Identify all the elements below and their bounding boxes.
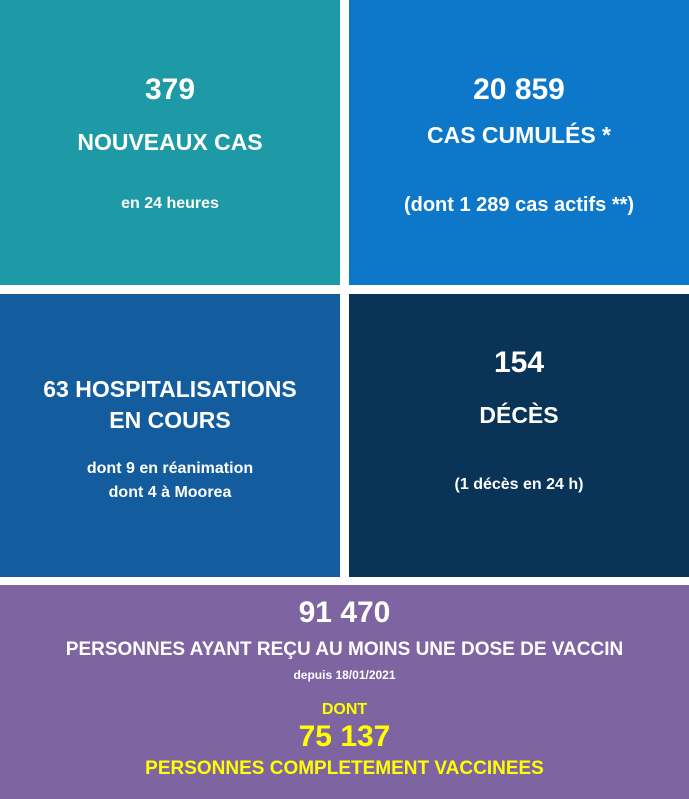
cumulative-cases-label: CAS CUMULÉS *	[426, 122, 611, 148]
fully-vaccinated-label: PERSONNES COMPLETEMENT VACCINEES	[145, 758, 544, 779]
hospitalisations-note2: dont 4 à Moorea	[108, 484, 232, 501]
hospitalisations-line2: EN COURS	[109, 407, 231, 433]
vaccination-tile	[0, 585, 689, 799]
new-cases-note: en 24 heures	[121, 195, 219, 212]
new-cases-count: 379	[144, 73, 196, 106]
deaths-label: DÉCÈS	[479, 402, 559, 428]
vaccination-since: depuis 18/01/2021	[293, 668, 396, 682]
vaccination-count: 91 470	[298, 596, 391, 629]
fully-vaccinated-count: 75 137	[298, 720, 391, 753]
deaths-tile	[349, 294, 689, 577]
hospitalisations-tile	[0, 294, 340, 577]
new-cases-tile	[0, 0, 340, 285]
cumulative-cases-tile	[349, 0, 689, 285]
hospitalisations-note1: dont 9 en réanimation	[86, 460, 254, 477]
vaccination-dont: DONT	[321, 701, 368, 718]
deaths-count: 154	[493, 346, 545, 379]
vaccination-label: PERSONNES AYANT REÇU AU MOINS UNE DOSE DE VACCIN	[65, 639, 624, 660]
new-cases-label: NOUVEAUX CAS	[77, 129, 263, 155]
deaths-note: (1 décès en 24 h)	[454, 476, 584, 493]
cumulative-cases-note: (dont 1 289 cas actifs **)	[403, 194, 635, 216]
hospitalisations-line1: 63 HOSPITALISATIONS	[43, 376, 297, 402]
cumulative-cases-count: 20 859	[473, 73, 565, 106]
